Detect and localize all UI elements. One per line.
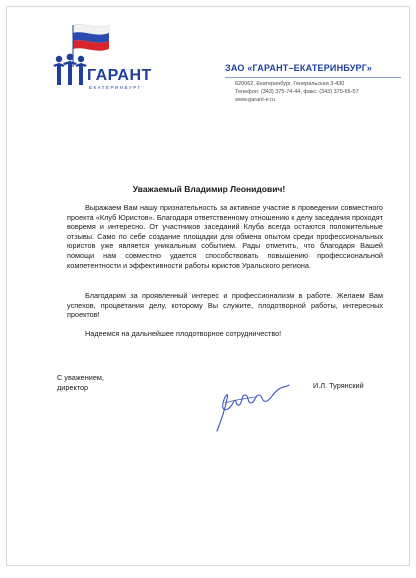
garant-logo: [51, 23, 151, 93]
letter-page: [6, 6, 410, 566]
company-address: 620062, Екатеринбург, Генеральская 3-430: [235, 81, 345, 87]
company-contacts: [235, 80, 359, 104]
logo-wordmark: ГАРАНТ: [87, 67, 152, 84]
letter-greeting: Уважаемый Владимир Леонидович!: [132, 184, 286, 194]
letter-paragraph: Выражаем Вам нашу признательность за активное участие в проведении совместного проекта «Клуб Юристов». Благодаря ответственному отношению к делу заседания проходят вовремя и интересно. От участников заседаний Клуба всегда остаются положительные отзывы. Само по себе создание площадки для обмена опытом среди профессиональных юристов уже является уникальным событием. Рады отметить, что благодаря Вашей помощи нам совместно удается способствовать повышению профессиональной компетентности и эффективности работы юристов Уральского региона.: [67, 203, 383, 270]
company-phones: Телефон: (343) 375-74-44, факс: (343) 375-65-57: [235, 89, 359, 95]
signer-position: директор: [57, 382, 89, 392]
signature-block: [57, 373, 104, 392]
letter-paragraph: Благодарим за проявленный интерес и профессионализм в работе. Желаем Вам успехов, процветания делу, которому Вы служите, плодотворной работы, интересных проектов!: [67, 291, 383, 320]
letter-paragraph: Надеемся на дальнейшее плодотворное сотрудничество!: [85, 329, 282, 338]
company-website: www.garant-e.ru: [235, 97, 276, 103]
header-divider: [225, 77, 401, 78]
handwritten-signature: [211, 373, 291, 433]
closing-line: С уважением,: [57, 373, 104, 382]
company-name: ЗАО «ГАРАНТ–ЕКАТЕРИНБУРГ»: [225, 63, 372, 73]
signer-name: И.Л. Турянский: [313, 381, 364, 390]
logo-subtitle: ЕКАТЕРИНБУРГ: [89, 85, 142, 90]
